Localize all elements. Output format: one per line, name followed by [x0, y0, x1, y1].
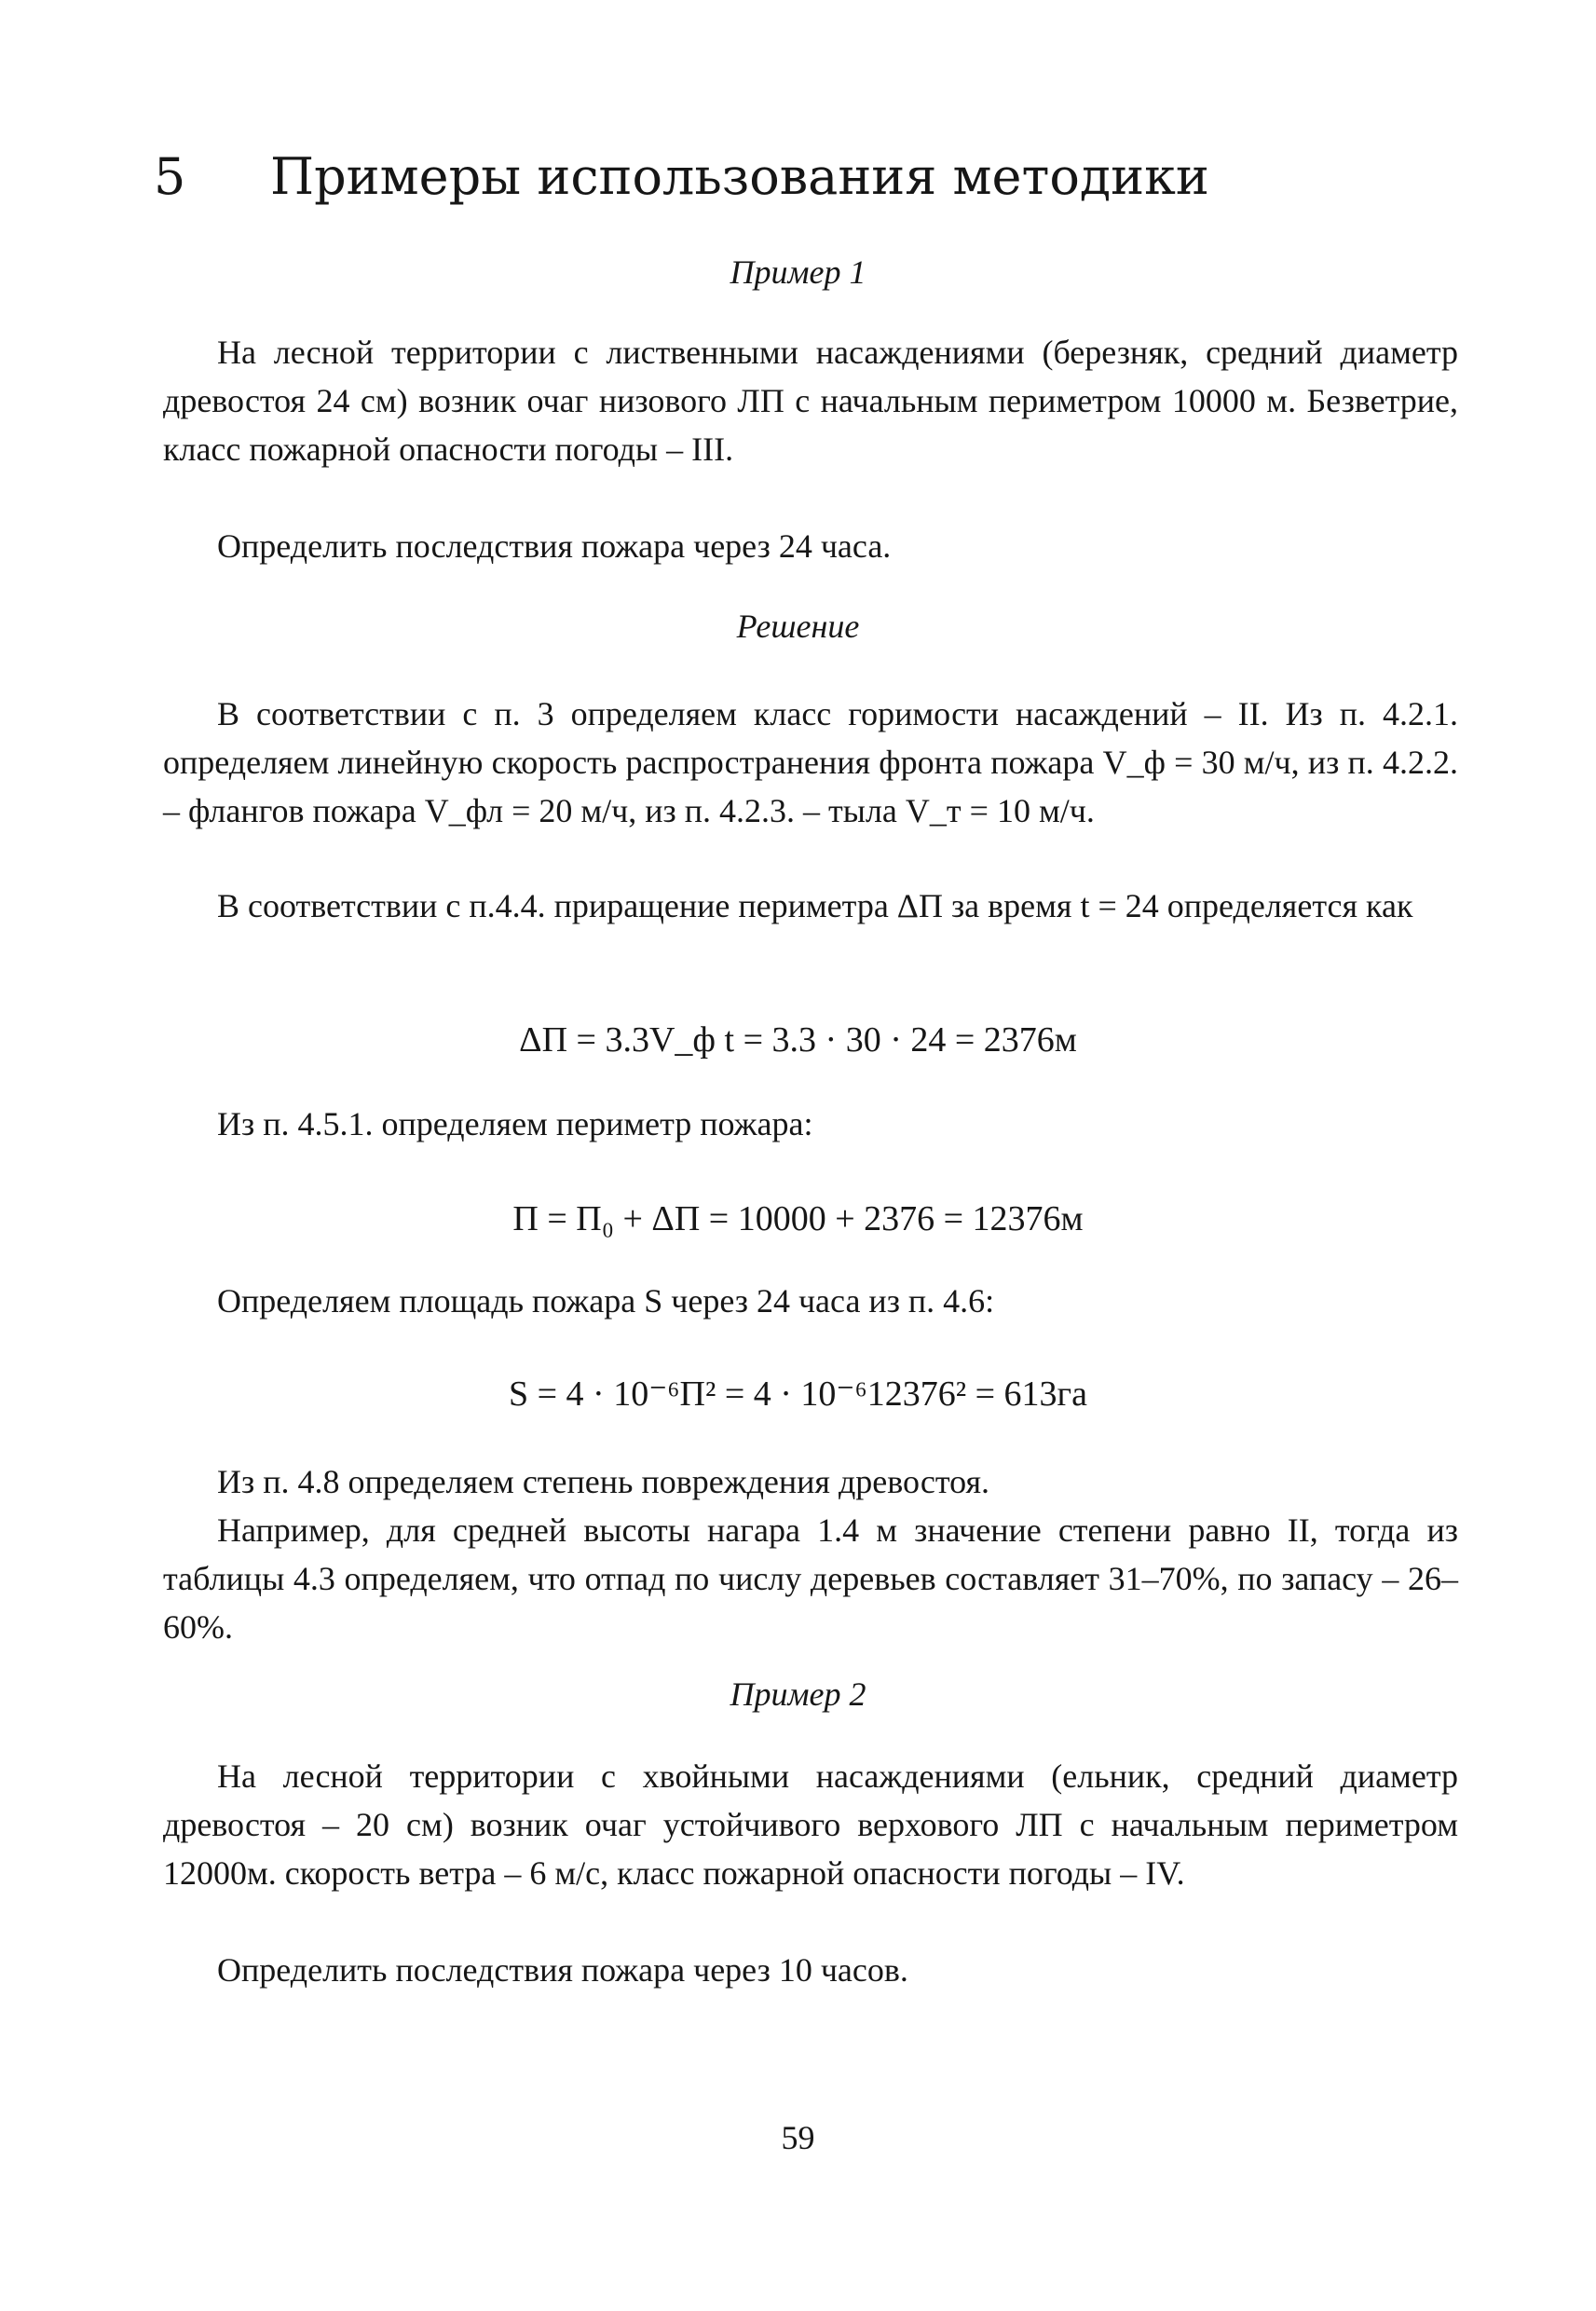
solution-paragraph-speeds: В соответствии с п. 3 определяем класс горимости насаждений – II. Из п. 4.2.1. определяем линейную скорость распространения фронта пожара V_ф = 30 м/ч, из п. 4.2.2. – флангов пожара V_фл = 20 м/ч, из п. 4.2.3. – тыла V_т = 10 м/ч. — [163, 695, 1458, 829]
solution-paragraph-perimeter-increment: В соответствии с п.4.4. приращение периметра ΔП за время t = 24 определяется как — [217, 887, 1413, 924]
example-2-heading: Пример 2 — [730, 1675, 866, 1713]
section-heading — [154, 144, 1495, 210]
section-number: 5 — [154, 147, 186, 206]
solution-paragraph-perimeter: Из п. 4.5.1. определяем периметр пожара: — [217, 1105, 813, 1142]
section-title: Примеры использования методики — [270, 147, 1209, 206]
solution-paragraph-damage: Из п. 4.8 определяем степень повреждения древостоя. — [217, 1463, 990, 1500]
solution-paragraph-example-values: Например, для средней высоты нагара 1.4 м значение степени равно II, тогда из таблицы 4.3 определяем, что отпад по числу деревьев составляет 31–70%, по запасу – 26–60%. — [163, 1511, 1458, 1646]
formula-perimeter-increment: ΔП = 3.3V_ф t = 3.3 · 30 · 24 = 2376м — [519, 1020, 1077, 1060]
example-1-task: Определить последствия пожара через 24 часа. — [217, 527, 892, 565]
example-1-heading: Пример 1 — [730, 253, 866, 291]
solution-paragraph-area: Определяем площадь пожара S через 24 часа из п. 4.6: — [217, 1282, 995, 1320]
solution-heading: Решение — [736, 608, 860, 645]
formula-area: S = 4 · 10⁻⁶П² = 4 · 10⁻⁶12376² = 613га — [508, 1374, 1088, 1414]
page-number: 59 — [781, 2119, 815, 2156]
example-2-condition: На лесной территории с хвойными насаждениями (ельник, средний диаметр древостоя – 20 см) возник очаг устойчивого верхового ЛП с начальным периметром 12000м. скорость ветра – 6 м/с, класс пожарной опасности погоды – IV. — [163, 1757, 1458, 1892]
example-2-task: Определить последствия пожара через 10 часов. — [217, 1951, 908, 1989]
formula-perimeter: П = П₀ + ΔП = 10000 + 2376 = 12376м — [512, 1199, 1084, 1238]
example-1-condition: На лесной территории с лиственными насаждениями (березняк, средний диаметр древостоя 24 см) возник очаг низового ЛП с начальным периметром 10000 м. Безветрие, класс пожарной опасности погоды – III. — [163, 334, 1458, 468]
